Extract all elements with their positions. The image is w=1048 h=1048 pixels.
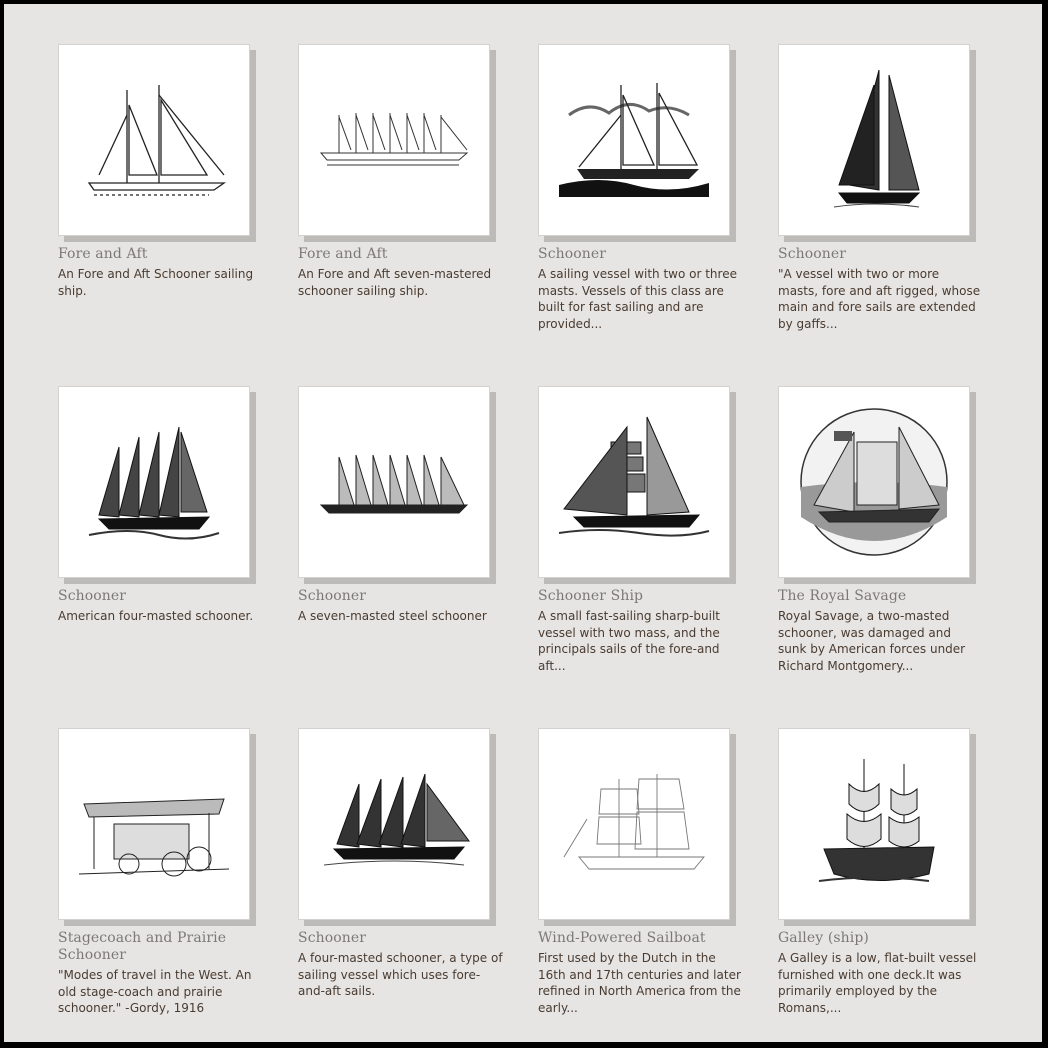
clipart-description: An Fore and Aft Schooner sailing ship. [58, 267, 254, 298]
clipart-thumbnail[interactable] [538, 386, 730, 578]
clipart-description: A four-masted schooner, a type of sailing vessel which uses fore-and-aft sails. [298, 951, 503, 998]
clipart-title[interactable]: Fore and Aft [298, 246, 388, 262]
clipart-card [778, 44, 981, 332]
clipart-card [298, 728, 503, 1000]
four-masted-dark-sail-icon [299, 729, 489, 919]
clipart-title[interactable]: Schooner Ship [538, 588, 644, 604]
clipart-description: A seven-masted steel schooner [298, 609, 487, 623]
clipart-card [778, 386, 978, 674]
schooner-full-sail-icon [779, 45, 969, 235]
clipart-card [778, 728, 978, 1016]
clipart-thumbnail[interactable] [298, 44, 490, 236]
clipart-card [58, 44, 258, 299]
clipart-title[interactable]: Wind-Powered Sailboat [538, 930, 706, 946]
clipart-card [298, 386, 498, 625]
clipart-description: An Fore and Aft seven-mastered schooner sailing ship. [298, 267, 492, 298]
clipart-title[interactable]: Schooner [58, 588, 127, 604]
clipart-title[interactable]: Galley (ship) [778, 930, 869, 946]
clipart-title[interactable]: Fore and Aft [58, 246, 148, 262]
clipart-title[interactable]: Stagecoach and Prairie Schooner [58, 930, 227, 963]
schooner-engraving-icon [539, 45, 729, 235]
seven-masted-schooner-line-icon [299, 45, 489, 235]
clipart-thumbnail[interactable] [778, 44, 970, 236]
royal-savage-medallion-icon [779, 387, 969, 577]
clipart-thumbnail[interactable] [298, 386, 490, 578]
clipart-description: "A vessel with two or more masts, fore and aft rigged, whose main and fore sails are extended by gaffs... [778, 267, 981, 331]
wind-sailboat-outline-icon [539, 729, 729, 919]
clipart-grid [4, 4, 1042, 1042]
gallery-frame [4, 4, 1042, 1042]
clipart-title[interactable]: Schooner [778, 246, 847, 262]
clipart-title[interactable]: Schooner [538, 246, 607, 262]
clipart-title[interactable]: Schooner [298, 588, 367, 604]
clipart-card [58, 728, 258, 1017]
clipart-description: First used by the Dutch in the 16th and 17th centuries and later refined in North America from the early... [538, 951, 741, 1015]
clipart-thumbnail[interactable] [778, 386, 970, 578]
clipart-thumbnail[interactable] [538, 44, 730, 236]
seven-masted-steel-schooner-icon [299, 387, 489, 577]
four-masted-schooner-icon [59, 387, 249, 577]
clipart-card [58, 386, 258, 625]
clipart-thumbnail[interactable] [298, 728, 490, 920]
clipart-card [538, 728, 741, 1016]
clipart-thumbnail[interactable] [58, 386, 250, 578]
clipart-thumbnail[interactable] [538, 728, 730, 920]
schooner-ship-icon [539, 387, 729, 577]
clipart-card [538, 386, 738, 674]
clipart-thumbnail[interactable] [58, 728, 250, 920]
clipart-description: Royal Savage, a two-masted schooner, was damaged and sunk by American forces under Richard Montgomery... [778, 609, 966, 673]
clipart-title[interactable]: Schooner [298, 930, 367, 946]
clipart-card [298, 44, 498, 299]
two-masted-schooner-line-icon [59, 45, 249, 235]
clipart-description: A Galley is a low, flat-built vessel furnished with one deck.It was primarily employed by the Romans,... [778, 951, 977, 1015]
clipart-description: "Modes of travel in the West. An old stage-coach and prairie schooner." -Gordy, 1916 [58, 968, 252, 1015]
stagecoach-icon [59, 729, 249, 919]
clipart-description: A small fast-sailing sharp-built vessel with two mass, and the principals sails of the fore-and aft... [538, 609, 720, 673]
clipart-thumbnail[interactable] [778, 728, 970, 920]
clipart-title[interactable]: The Royal Savage [778, 588, 907, 604]
clipart-card [538, 44, 738, 332]
clipart-description: A sailing vessel with two or three masts. Vessels of this class are built for fast sailing and are provided... [538, 267, 737, 331]
clipart-thumbnail[interactable] [58, 44, 250, 236]
clipart-description: American four-masted schooner. [58, 609, 254, 623]
galley-ship-icon [779, 729, 969, 919]
